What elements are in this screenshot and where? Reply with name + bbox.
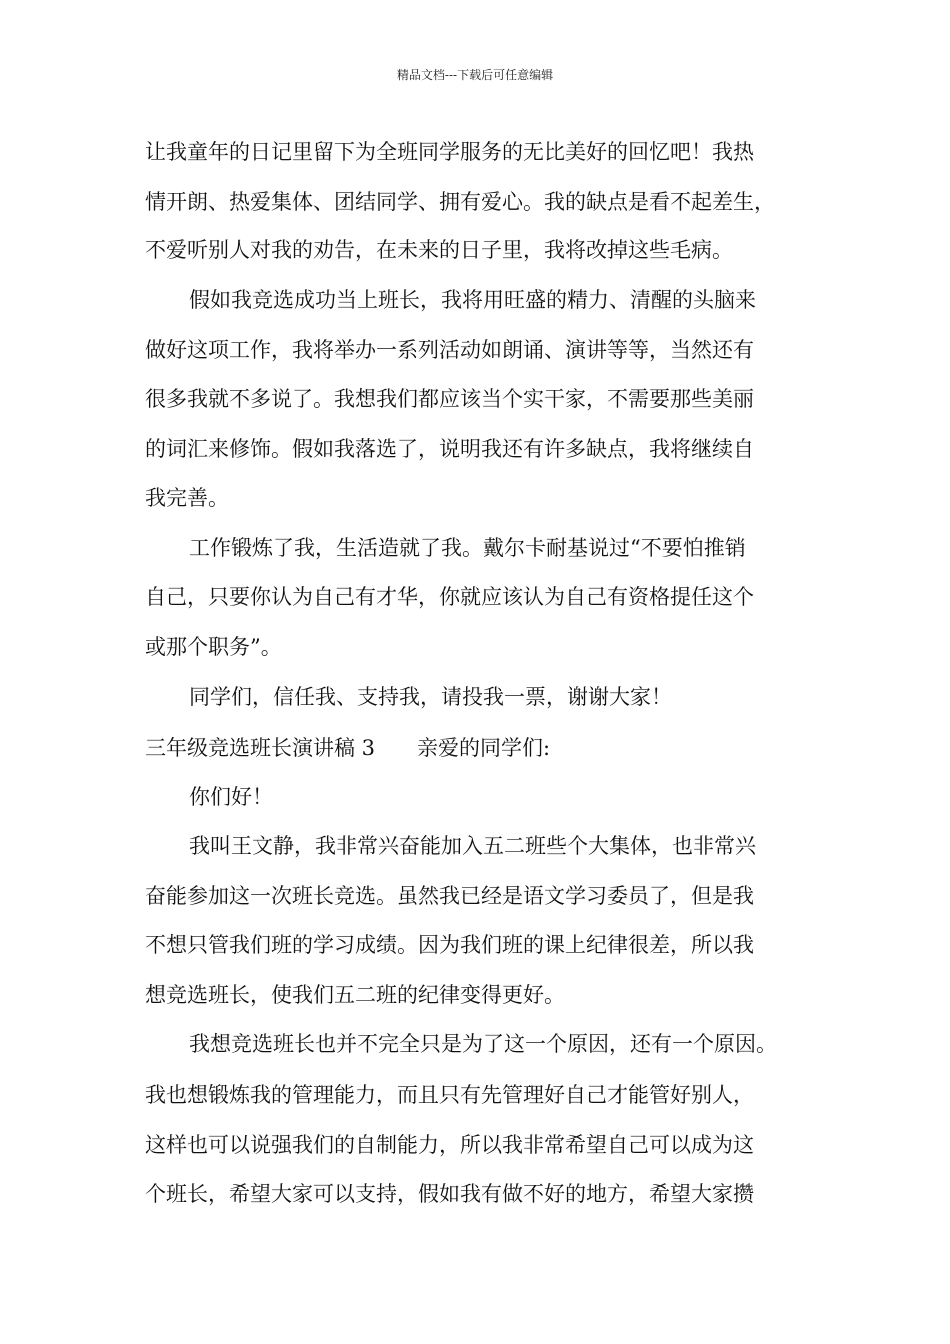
page-header: 精品文档---下载后可任意编辑 [396,68,554,82]
text-line: 假如我竞选成功当上班长，我将用旺盛的精力、清醒的头脑来 [189,288,756,312]
text-line: 工作锻炼了我，生活造就了我。戴尔卡耐基说过“不要怕推销 [189,536,746,560]
text-line: 自己，只要你认为自己有才华，你就应该认为自己有资格提任这个 [145,585,754,609]
text-line: 同学们，信任我、支持我，请投我一票，谢谢大家！ [189,685,672,709]
text-line: 我完善。 [145,486,229,510]
text-line: 我想竞选班长也并不完全只是为了这一个原因，还有一个原因。 [189,1032,777,1056]
text-line: 的词汇来修饰。假如我落选了，说明我还有许多缺点，我将继续自 [145,437,754,461]
text-line: 我也想锻炼我的管理能力，而且只有先管理好自己才能管好别人， [145,1083,754,1107]
text-line: 做好这项工作，我将举办一系列活动如朗诵、演讲等等，当然还有 [145,338,754,362]
text-line: 我叫王文静，我非常兴奋能加入五二班些个大集体，也非常兴 [189,834,756,858]
text-line: 奋能参加这一次班长竞选。虽然我已经是语文学习委员了，但是我 [145,884,754,908]
text-line: 很多我就不多说了。我想我们都应该当个实干家，不需要那些美丽 [145,387,754,411]
text-line: 不想只管我们班的学习成绩。因为我们班的课上纪律很差，所以我 [145,933,754,957]
text-line: 让我童年的日记里留下为全班同学服务的无比美好的回忆吧！我热 [145,140,754,164]
text-line: 个班长，希望大家可以支持，假如我有做不好的地方，希望大家攒 [145,1182,754,1206]
text-line: 你们好！ [189,785,273,809]
text-line: 三年级竞选班长演讲稿 3 亲爱的同学们: [145,736,551,760]
text-line: 或那个职务”。 [145,635,282,659]
text-line: 不爱听别人对我的劝告，在未来的日子里，我将改掉这些毛病。 [145,238,733,262]
text-line: 这样也可以说强我们的自制能力，所以我非常希望自己可以成为这 [145,1133,754,1157]
text-line: 情开朗、热爱集体、团结同学、拥有爱心。我的缺点是看不起差生， [145,190,775,214]
text-line: 想竞选班长，使我们五二班的纪律变得更好。 [145,983,565,1007]
